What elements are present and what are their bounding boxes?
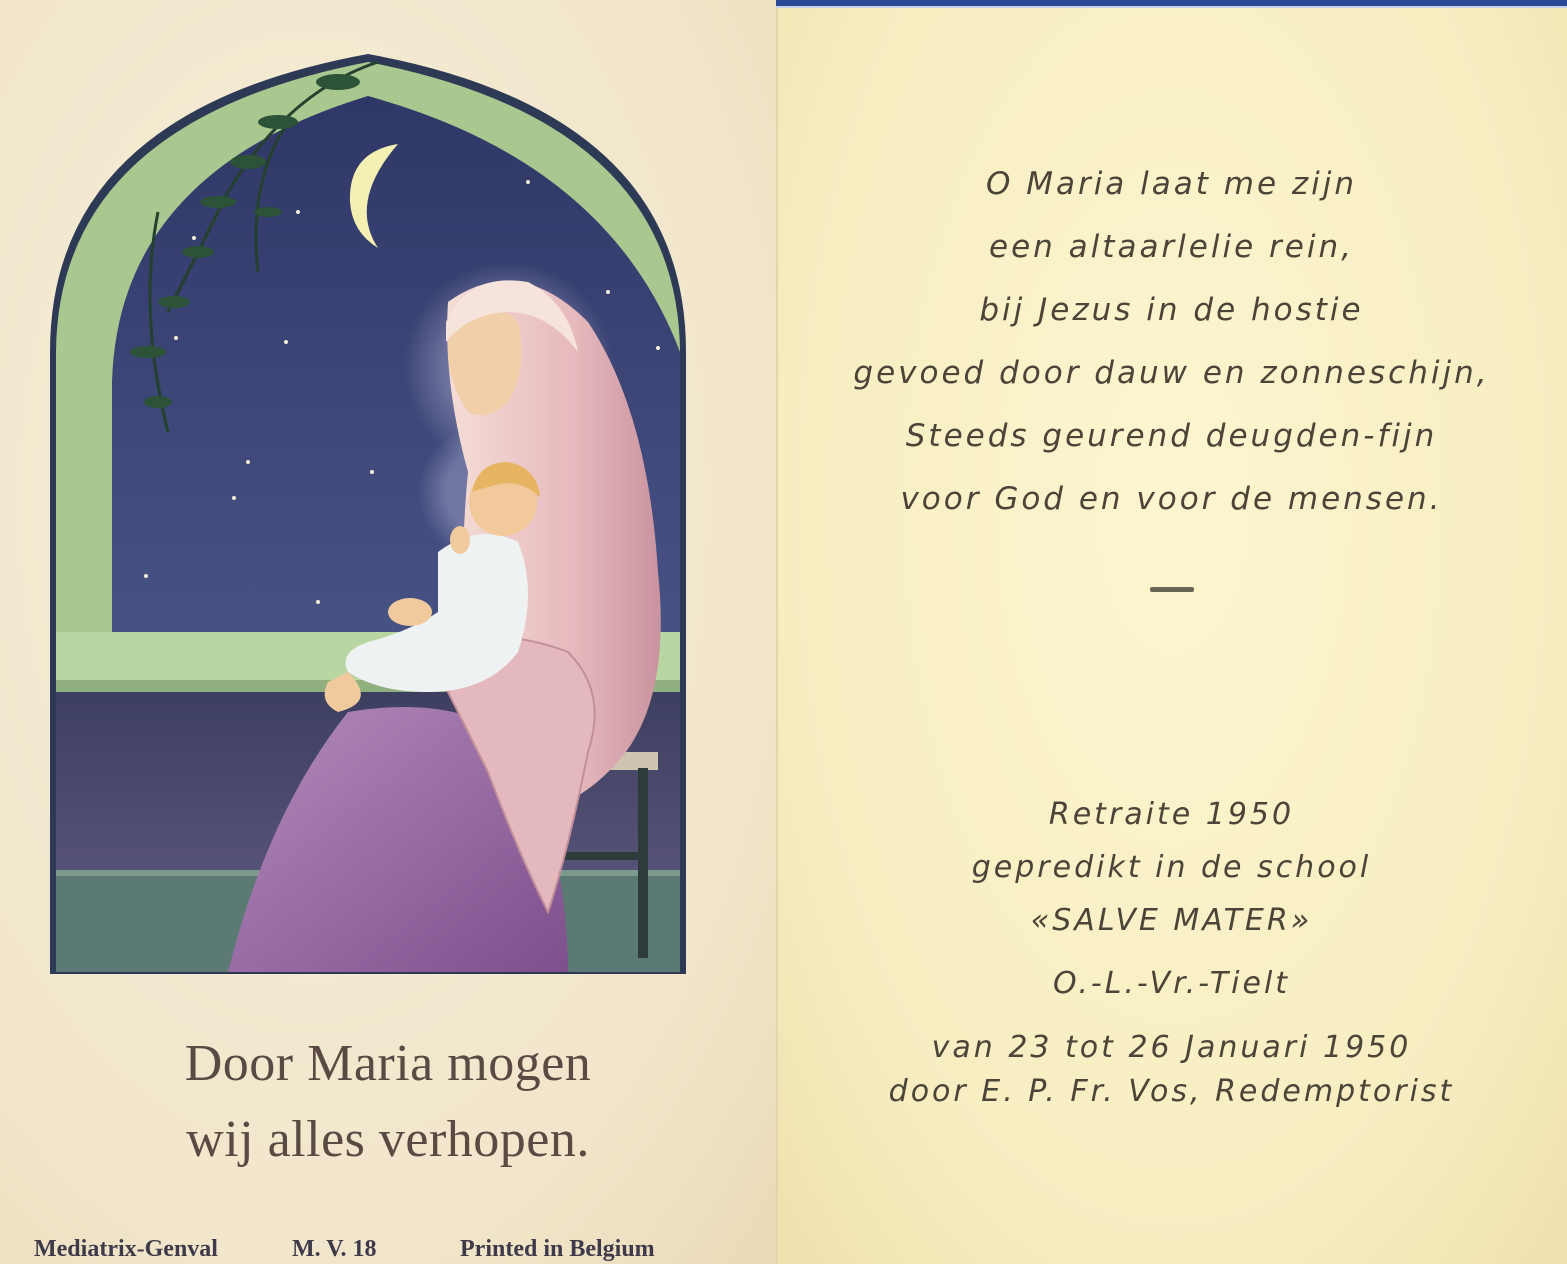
series-number-label: M. V. 18 — [292, 1236, 377, 1262]
poem-line: bij Jezus in de hostie — [979, 292, 1364, 328]
poem-line: O Maria laat me zijn — [985, 166, 1358, 202]
motto-line-2: wij alles verhopen. — [186, 1111, 590, 1168]
holy-card-front — [0, 0, 776, 1264]
printed-in-label: Printed in Belgium — [460, 1236, 655, 1262]
motto-line-1: Door Maria mogen — [184, 1035, 592, 1092]
poem-line: gevoed door dauw en zonneschijn, — [853, 355, 1490, 391]
school-name: «SALVE MATER» — [1030, 903, 1313, 938]
poem-line: een altaarlelie rein, — [989, 229, 1354, 265]
retreat-title: Retraite 1950 — [1048, 797, 1295, 832]
scan-top-edge — [776, 0, 1567, 8]
publisher-label: Mediatrix-Genval — [34, 1236, 218, 1262]
location: O.-L.-Vr.-Tielt — [1052, 966, 1291, 1001]
ornamental-divider — [1150, 587, 1194, 592]
retreat-line: gepredikt in de school — [971, 850, 1372, 885]
madonna-and-child-illustration — [48, 52, 688, 976]
poem-line: voor God en voor de mensen. — [900, 481, 1443, 517]
retreat-dates: van 23 tot 26 Januari 1950 — [931, 1030, 1412, 1065]
preacher: door E. P. Fr. Vos, Redemptorist — [888, 1074, 1455, 1109]
poem-line: Steeds geurend deugden-fijn — [905, 418, 1438, 454]
